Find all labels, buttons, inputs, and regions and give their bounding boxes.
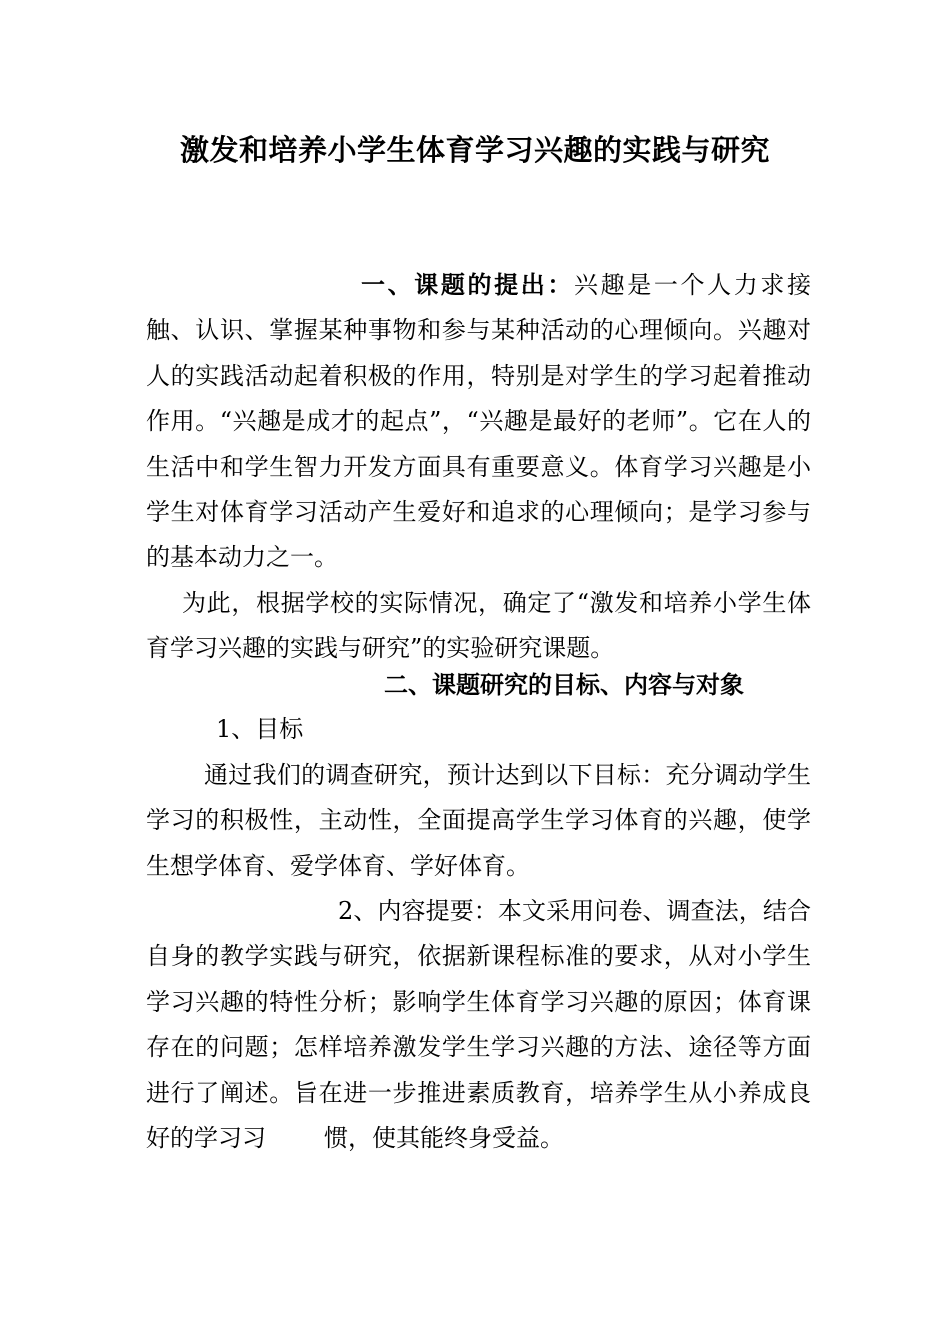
goal-label: 1、目标 <box>216 715 304 744</box>
document-title: 激发和培养小学生体育学习兴趣的实践与研究 <box>179 133 770 167</box>
content-text-b: 惯，使其能终身受益。 <box>324 1124 564 1153</box>
section-1-paragraph-2: 为此，根据学校的实际情况，确定了“激发和培养小学生体育学习兴趣的实践与研究”的实验研究课题。 <box>146 588 811 663</box>
section-2 <box>146 662 811 1161</box>
goal-paragraph: 通过我们的调查研究，预计达到以下目标：充分调动学生学习的积极性，主动性，全面提高学生学习体育的兴趣，使学生想学体育、爱学体育、学好体育。 <box>146 760 811 880</box>
section-1-text: 兴趣是一个人力求接触、认识、掌握某种事物和参与某种活动的心理倾向。兴趣对人的实践活动起着积极的作用，特别是对学生的学习起着推动作用。“兴趣是成才的起点”，“兴趣是最好的老师”。它在人的生活中和学生智力开发方面具有重要意义。体育学习兴趣是小学生对体育学习活动产生爱好和追求的心理倾向；是学习参与的基本动力之一。 <box>146 271 811 572</box>
content-label: 2、内容提要： <box>338 897 498 926</box>
content-text-a: 本文采用问卷、调查法，结合自身的教学实践与研究，依据新课程标准的要求，从对小学生学习兴趣的特性分析；影响学生体育学习兴趣的原因；体育课存在的问题；怎样培养激发学生学习兴趣的方法、途径等方面进行了阐述。旨在进一步推进素质教育，培养学生从小养成良好的学习习 <box>146 897 811 1153</box>
section-1 <box>146 262 811 672</box>
section-1-paragraph <box>146 262 811 581</box>
content-paragraph <box>146 889 811 1161</box>
section-2-heading: 二、课题研究的目标、内容与对象 <box>384 670 744 699</box>
section-1-heading: 一、课题的提出： <box>361 270 574 299</box>
